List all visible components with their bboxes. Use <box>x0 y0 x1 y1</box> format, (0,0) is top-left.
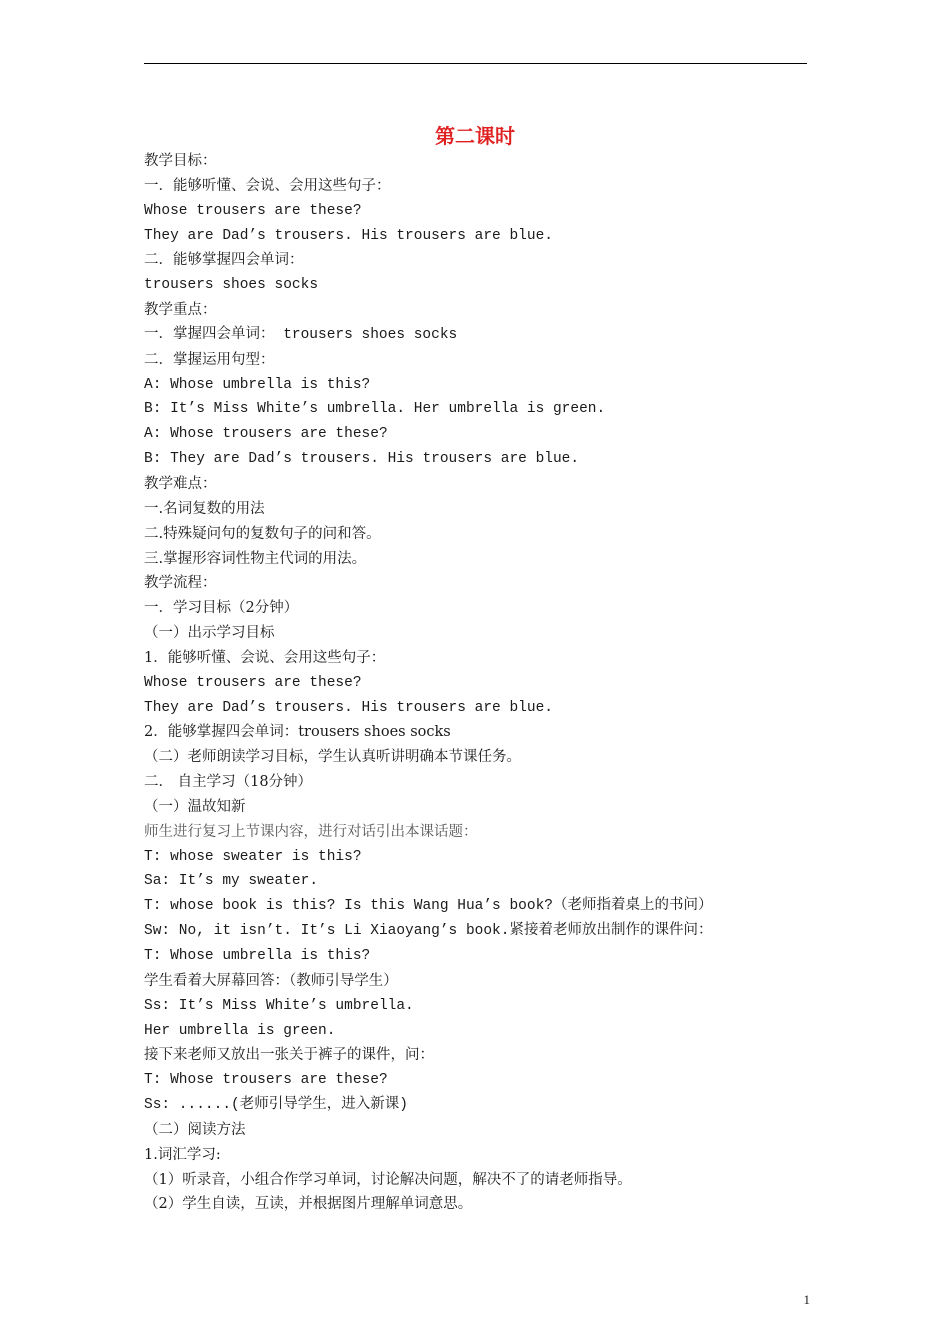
text-line: A: Whose trousers are these? <box>144 426 388 443</box>
header-rule <box>144 63 807 64</box>
text-line: 一．学习目标（2分钟） <box>144 600 299 617</box>
text-line: 二.特殊疑问句的复数句子的问和答。 <box>144 525 381 542</box>
text-line: 学生看着大屏幕回答：（教师引导学生） <box>144 972 398 989</box>
text-line: B: It’s Miss White’s umbrella. Her umbrella is green. <box>144 401 606 418</box>
text-line: T: whose sweater is this? <box>144 848 362 865</box>
text-line: Whose trousers are these? <box>144 202 362 219</box>
text-line: 二．掌握运用句型： <box>144 351 275 368</box>
text-line: 一．能够听懂、会说、会用这些句子： <box>144 177 391 194</box>
text-line: 师生进行复习上节课内容，进行对话引出本课话题： <box>144 823 478 840</box>
document-body <box>144 149 807 1217</box>
page-title: 第二课时 <box>435 124 515 148</box>
text-line: 教学难点： <box>144 475 217 492</box>
text-line: 1.词汇学习: <box>144 1146 221 1163</box>
text-line: Ss: ......(老师引导学生，进入新课) <box>144 1097 408 1114</box>
text-line: T: Whose umbrella is this? <box>144 948 371 964</box>
text-line: （二）老师朗读学习目标，学生认真听讲明确本节课任务。 <box>144 749 521 766</box>
text-line: trousers shoes socks <box>144 277 319 294</box>
text-line: B: They are Dad’s trousers. His trousers are blue. <box>144 451 580 468</box>
text-line: 一.名词复数的用法 <box>144 500 265 517</box>
text-line: （二）阅读方法 <box>144 1121 246 1138</box>
text-line: 1．能够听懂、会说、会用这些句子： <box>144 649 386 666</box>
text-line: They are Dad’s trousers. His trousers are blue. <box>144 699 553 716</box>
text-line: 二． 自主学习（18分钟） <box>144 774 313 791</box>
text-line: （2）学生自读，互读，并根据图片理解单词意思。 <box>144 1196 473 1213</box>
text-line: 一．掌握四会单词： trousers shoes socks <box>144 326 458 343</box>
text-line: A: Whose umbrella is this? <box>144 376 371 393</box>
text-line: 三.掌握形容词性物主代词的用法。 <box>144 550 367 567</box>
text-line: 接下来老师又放出一张关于裤子的课件，问： <box>144 1047 434 1064</box>
text-line: 教学流程： <box>144 575 217 592</box>
text-line: T: Whose trousers are these? <box>144 1072 388 1089</box>
text-line: T: whose book is this? Is this Wang Hua’s book?（老师指着桌上的书问） <box>144 898 713 915</box>
text-line: Sa: It’s my sweater. <box>144 873 319 890</box>
text-line: 2．能够掌握四会单词：trousers shoes socks <box>144 724 451 741</box>
text-line: Ss: It’s Miss White’s umbrella. <box>144 997 414 1014</box>
text-line: （一）温故知新 <box>144 798 246 815</box>
text-line: （1）听录音，小组合作学习单词，讨论解决问题，解决不了的请老师指导。 <box>144 1171 632 1188</box>
text-line: They are Dad’s trousers. His trousers are blue. <box>144 227 553 244</box>
text-line: Her umbrella is green. <box>144 1022 336 1039</box>
text-line: 教学目标： <box>144 153 217 169</box>
text-line: 二．能够掌握四会单词： <box>144 252 304 269</box>
page-number: 1 <box>803 1292 810 1307</box>
text-line: Whose trousers are these? <box>144 674 362 691</box>
text-line: （一）出示学习目标 <box>144 625 275 642</box>
text-line: Sw: No, it isn’t. It’s Li Xiaoyang’s book.紧接着老师放出制作的课件问： <box>144 923 713 940</box>
text-line: 教学重点： <box>144 302 217 319</box>
